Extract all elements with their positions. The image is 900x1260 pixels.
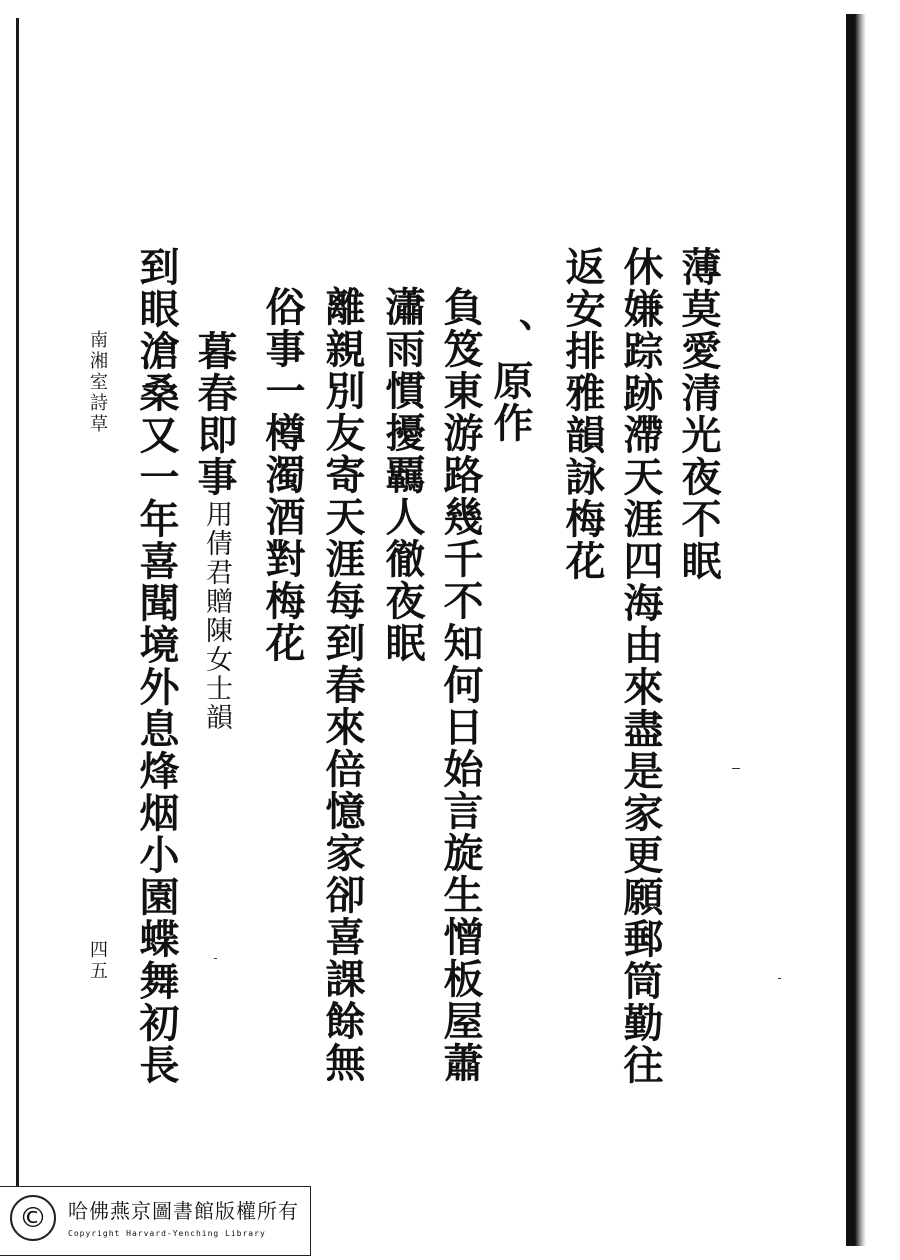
left-border-rule (16, 18, 19, 1240)
text-column-5: 負笈東游路幾千不知何日始言旋生憎板屋蕭 (437, 286, 484, 1084)
scan-speck (214, 958, 217, 959)
text-column-4-heading: 、原作 (487, 318, 534, 444)
poem-title: 暮春即事 (191, 330, 238, 498)
text-column-3: 返安排雅韻詠梅花 (559, 246, 606, 582)
page-number: 四五 (87, 940, 108, 982)
scan-speck (732, 768, 740, 769)
copyright-chinese: 哈佛燕京圖書館版權所有 (68, 1199, 299, 1223)
page-binding-edge (846, 14, 866, 1246)
text-column-10: 到眼滄桑又一年喜聞境外息烽烟小園蝶舞初長 (133, 246, 180, 1086)
running-title: 南湘室詩草 (87, 330, 108, 435)
text-column-2: 休嫌踪跡滯天涯四海由來盡是家更願郵筒勤往 (617, 246, 664, 1086)
scan-speck (778, 978, 781, 979)
text-column-7: 離親別友寄天涯每到春來倍憶家卻喜課餘無 (319, 286, 366, 1084)
copyright-icon: © (10, 1195, 56, 1241)
copyright-stamp (0, 1186, 311, 1256)
poem-title-note: 用倩君贈陳女士韻 (201, 500, 232, 732)
text-column-6: 瀟雨慣擾覊人徹夜眠 (379, 286, 426, 664)
copyright-english: Copyright Harvard-Yenching Library (68, 1229, 266, 1238)
text-column-8: 俗事一樽濁酒對梅花 (259, 286, 306, 664)
text-column-1: 薄莫愛清光夜不眠 (675, 246, 722, 582)
